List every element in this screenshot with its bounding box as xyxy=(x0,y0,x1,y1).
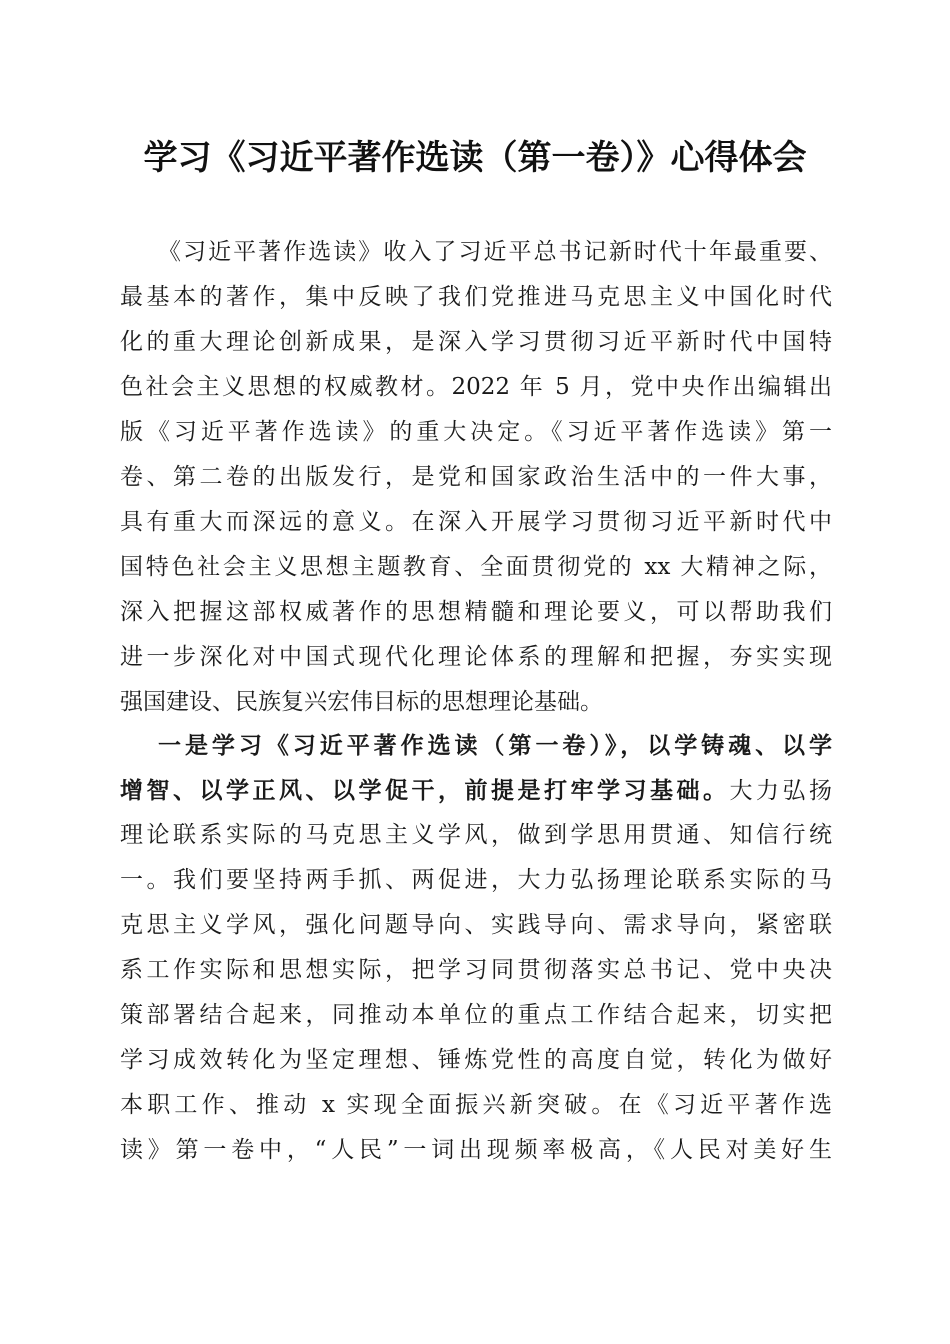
point-heading-line: 一是学习《习近平著作选读（第一卷）》，以学铸魂、以学 xyxy=(158,732,832,759)
text-line: 系工作实际和思想实际，把学习同贯彻落实总书记、党中央决 xyxy=(120,957,832,983)
paragraph-point-one xyxy=(120,723,832,1173)
text-line: 《习近平著作选读》收入了习近平总书记新时代十年最重要、 xyxy=(158,239,832,265)
text-line: 理论联系实际的马克思主义学风，做到学思用贯通、知信行统 xyxy=(120,822,832,848)
text-line: 一。我们要坚持两手抓、两促进，大力弘扬理论联系实际的马 xyxy=(120,867,832,893)
text-line: 策部署结合起来，同推动本单位的重点工作结合起来，切实把 xyxy=(120,1002,832,1028)
document-title: 学习《习近平著作选读（第一卷）》心得体会 xyxy=(143,138,807,178)
text-line: 版《习近平著作选读》的重大决定。《习近平著作选读》第一 xyxy=(120,419,832,445)
text-line xyxy=(120,768,832,813)
text-line: 读》第一卷中，“人民”一词出现频率极高，《人民对美好生 xyxy=(120,1137,832,1163)
text-line: 克思主义学风，强化问题导向、实践导向、需求导向，紧密联 xyxy=(120,912,832,938)
text-segment: 大力弘扬 xyxy=(729,778,832,804)
text-line: 卷、第二卷的出版发行，是党和国家政治生活中的一件大事， xyxy=(120,464,832,490)
text-line: 色社会主义思想的权威教材。2022 年 5 月，党中央作出编辑出 xyxy=(120,374,832,400)
text-line: 最基本的著作，集中反映了我们党推进马克思主义中国化时代 xyxy=(120,284,832,310)
paragraph-intro xyxy=(120,230,832,725)
text-line: 进一步深化对中国式现代化理论体系的理解和把握，夯实实现 xyxy=(120,644,832,670)
text-line: 强国建设、民族复兴宏伟目标的思想理论基础。 xyxy=(120,689,603,715)
text-line: 深入把握这部权威著作的思想精髓和理论要义，可以帮助我们 xyxy=(120,599,832,625)
text-line: 具有重大而深远的意义。在深入开展学习贯彻习近平新时代中 xyxy=(120,509,832,535)
point-heading-continuation: 增智、以学正风、以学促干，前提是打牢学习基础。 xyxy=(120,777,730,804)
text-line: 学习成效转化为坚定理想、锤炼党性的高度自觉，转化为做好 xyxy=(120,1047,832,1073)
text-line: 本职工作、推动 x 实现全面振兴新突破。在《习近平著作选 xyxy=(120,1092,832,1118)
text-line: 化的重大理论创新成果，是深入学习贯彻习近平新时代中国特 xyxy=(120,329,832,355)
text-line: 国特色社会主义思想主题教育、全面贯彻党的 xx 大精神之际， xyxy=(120,554,832,580)
